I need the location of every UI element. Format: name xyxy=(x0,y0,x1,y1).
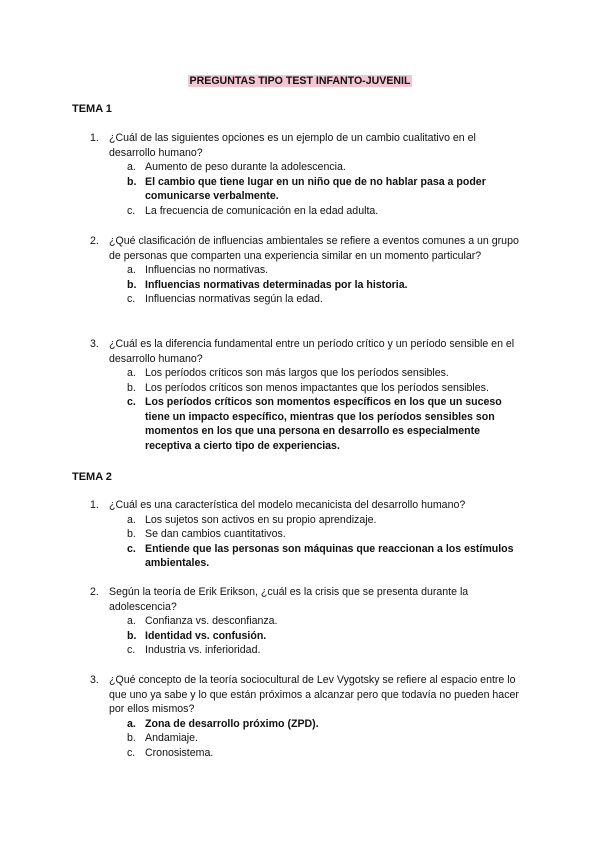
question-1-1 xyxy=(90,131,522,218)
question-2-3 xyxy=(90,673,522,760)
option-a: a. Confianza vs. desconfianza. xyxy=(127,615,278,627)
option-a: a. Los sujetos son activos en su propio aprendizaje. xyxy=(127,513,377,526)
option-b: b. Andamiaje. xyxy=(127,732,198,744)
option-b-correct: b. Identidad vs. confusión. xyxy=(127,629,267,642)
options-list xyxy=(127,263,522,307)
document-title-text: PREGUNTAS TIPO TEST INFANTO-JUVENIL xyxy=(189,75,411,87)
option-c: c. La frecuencia de comunicación en la edad adulta. xyxy=(127,204,379,217)
options-list xyxy=(127,366,522,453)
question-text: ¿Cuál es la diferencia fundamental entre un período crítico y un período sensible en el desarrollo humano? xyxy=(109,338,515,365)
question-text: Según la teoría de Erik Erikson, ¿cuál es la crisis que se presenta durante la adolescencia? xyxy=(109,586,469,613)
options-list xyxy=(127,717,522,761)
option-a: a. Aumento de peso durante la adolescencia. xyxy=(127,161,346,173)
option-a: a. Influencias no normativas. xyxy=(127,264,269,276)
option-c-correct: c. Entiende que las personas son máquinas que reaccionan a los estímulos ambientales. xyxy=(127,542,514,569)
option-c-correct: c. Los períodos críticos son momentos específicos en los que un suceso tiene un impacto específico, mientras que los períodos sensibles son momentos en los que una persona en desarrollo es especialmente receptiva a cierto tipo de experiencias. xyxy=(127,396,502,452)
question-number: 1. xyxy=(90,499,99,511)
options-list xyxy=(127,160,522,218)
question-1-2 xyxy=(90,234,522,307)
question-number: 2. xyxy=(90,235,99,247)
question-number: 1. xyxy=(90,132,99,144)
question-text: ¿Cuál de las siguientes opciones es un ejemplo de un cambio cualitativo en el desarrollo humano? xyxy=(109,132,476,159)
question-2-2 xyxy=(90,585,522,658)
document-title xyxy=(0,74,600,89)
question-number: 3. xyxy=(90,674,99,686)
option-c: c. Industria vs. inferioridad. xyxy=(127,644,261,656)
question-1-3 xyxy=(90,337,522,453)
option-c: c. Influencias normativas según la edad. xyxy=(127,293,323,305)
option-b: b. Los períodos críticos son menos impactantes que los períodos sensibles. xyxy=(127,381,489,394)
option-a: a. Los períodos críticos son más largos que los períodos sensibles. xyxy=(127,367,449,379)
question-2-1 xyxy=(90,498,522,571)
question-text: ¿Qué concepto de la teoría sociocultural de Lev Vygotsky se refiere al espacio entre lo que uno ya sabe y lo que están próximos a alcanzar pero que todavía no pueden hacer por ellos mismos? xyxy=(109,674,519,715)
option-c: c. Cronosistema. xyxy=(127,746,214,759)
options-list xyxy=(127,513,522,571)
question-text: ¿Cuál es una característica del modelo mecanicista del desarrollo humano? xyxy=(109,499,466,511)
options-list xyxy=(127,614,522,658)
option-a-correct: a. Zona de desarrollo próximo (ZPD). xyxy=(127,717,319,730)
option-b: b. Se dan cambios cuantitativos. xyxy=(127,528,286,540)
question-number: 2. xyxy=(90,586,99,598)
section-heading-tema-2: TEMA 2 xyxy=(72,471,112,483)
option-b-correct: b. El cambio que tiene lugar en un niño que de no hablar pasa a poder comunicarse verbalmente. xyxy=(127,175,486,202)
option-b-correct: b. Influencias normativas determinadas por la historia. xyxy=(127,278,408,291)
question-number: 3. xyxy=(90,338,99,350)
question-text: ¿Qué clasificación de influencias ambientales se refiere a eventos comunes a un grupo de personas que comparten una experiencia similar en un momento particular? xyxy=(109,235,519,262)
section-heading-tema-1: TEMA 1 xyxy=(72,103,112,115)
